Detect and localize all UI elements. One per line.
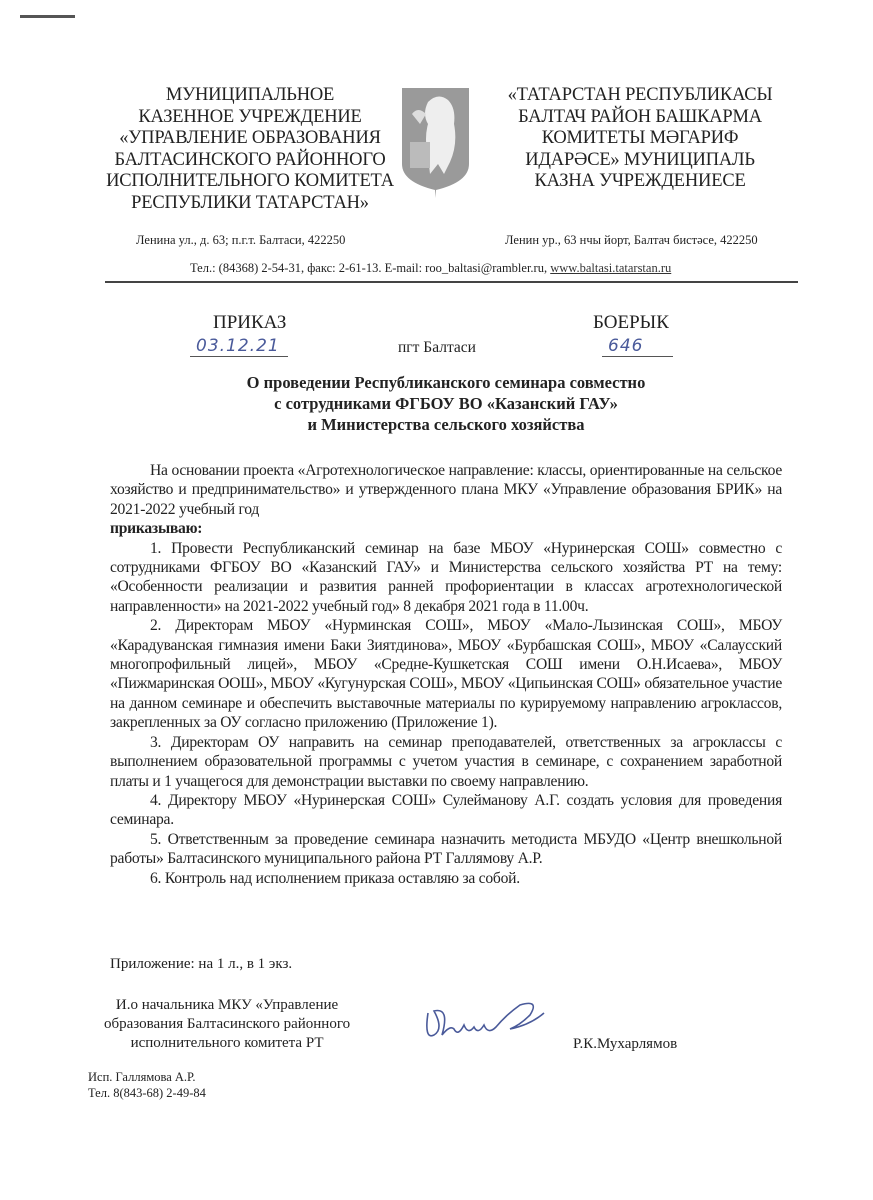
order-date: 03.12.21 <box>190 336 288 357</box>
order-word: приказываю: <box>110 520 203 538</box>
contacts-text: Тел.: (84368) 2-54-31, факс: 2-61-13. E-mail: roo_baltasi@rambler.ru, <box>190 261 548 275</box>
order-place: пгт Балтаси <box>398 339 476 356</box>
org-name-tt <box>480 85 800 193</box>
org-line: РЕСПУБЛИКИ ТАТАРСТАН» <box>131 192 369 213</box>
org-line: КАЗЕННОЕ УЧРЕЖДЕНИЕ <box>138 106 362 127</box>
order-item: 3. Директорам ОУ направить на семинар преподавателей, ответственных за агроклассы с выполнением образовательной программы с учетом участия в семинаре, с сохранением заработной платы и 1 учащегося для демонстрации выставки по своему направлению. <box>110 733 782 790</box>
signatory-name: Р.К.Мухарлямов <box>573 1036 678 1052</box>
org-line: КАЗНА УЧРЕЖДЕНИЕСЕ <box>534 171 746 191</box>
footer <box>88 1069 206 1101</box>
org-line: «ТАТАРСТАН РЕСПУБЛИКАСЫ <box>507 85 773 105</box>
contacts <box>190 261 671 276</box>
org-name-ru <box>105 85 395 214</box>
order-number: 646 <box>602 336 673 357</box>
executor: Исп. Галлямова А.Р. <box>88 1070 196 1084</box>
org-line: ИСПОЛНИТЕЛЬНОГО КОМИТЕТА <box>106 171 394 191</box>
order-item: 5. Ответственным за проведение семинара назначить методиста МБУДО «Центр внешкольной работы» Балтасинского муниципального района РТ Галлямову А.Р. <box>110 830 782 868</box>
document-body <box>110 461 782 888</box>
signatory-position <box>104 996 350 1053</box>
org-line: «УПРАВЛЕНИЕ ОБРАЗОВАНИЯ <box>119 128 381 148</box>
position-line: образования Балтасинского районного <box>104 1016 351 1032</box>
preamble: На основании проекта «Агротехнологическое направление: классы, ориентированные на сельское хозяйство и предпринимательство» и утвержденного плана МКУ «Управление образования БРИК» на 2021-2022 учебный год <box>110 462 782 518</box>
handwritten-signature <box>420 995 550 1055</box>
address-ru: Ленина ул., д. 63; п.г.т. Балтаси, 422250 <box>136 233 346 247</box>
org-line: БАЛТАСИНСКОГО РАЙОННОГО <box>114 149 386 170</box>
order-label-ru: ПРИКАЗ <box>213 312 287 333</box>
org-line: МУНИЦИПАЛЬНОЕ <box>165 85 335 105</box>
document-title <box>110 372 782 435</box>
order-item: 1. Провести Республиканский семинар на базе МБОУ «Нуринерская СОШ» совместно с сотрудниками ФГБОУ ВО «Казанский ГАУ» и Министерства сельского хозяйства РТ на тему: «Особенности реализации и развития ранней профориентации в классах агротехнологической направленности» на 2021-2022 учебный год» 8 декабря 2021 года в 11.00ч. <box>110 539 782 615</box>
coat-of-arms-icon <box>398 84 473 199</box>
scan-mark <box>20 15 75 18</box>
title-line: с сотрудниками ФГБОУ ВО «Казанский ГАУ» <box>274 394 618 413</box>
website-link[interactable]: www.baltasi.tatarstan.ru <box>550 261 672 275</box>
attachment-note: Приложение: на 1 л., в 1 экз. <box>110 956 293 972</box>
order-item: 4. Директору МБОУ «Нуринерская СОШ» Сулейманову А.Г. создать условия для проведения семинара. <box>110 791 782 829</box>
org-line: БАЛТАЧ РАЙОН БАШКАРМА <box>518 106 762 127</box>
title-line: и Министерства сельского хозяйства <box>307 415 585 434</box>
header-divider <box>105 281 798 283</box>
title-line: О проведении Республиканского семинара совместно <box>246 373 646 392</box>
order-item: 6. Контроль над исполнением приказа оставляю за собой. <box>150 869 520 887</box>
org-line: КОМИТЕТЫ МӘГАРИФ <box>541 128 739 148</box>
order-label-tt: БОЕРЫК <box>593 312 669 333</box>
address-tt: Ленин ур., 63 нчы йорт, Балтач бистәсе, 422250 <box>505 233 758 247</box>
position-line: И.о начальника МКУ «Управление <box>115 997 339 1013</box>
org-line: ИДАРӘСЕ» МУНИЦИПАЛЬ <box>525 149 755 170</box>
position-line: исполнительного комитета РТ <box>130 1035 324 1051</box>
order-item: 2. Директорам МБОУ «Нурминская СОШ», МБОУ «Мало-Лызинская СОШ», МБОУ «Карадуванская гимназия имени Баки Зиятдинова», МБОУ «Бурбашская СОШ», МБОУ «Салаусский многопрофильный лицей», МБОУ «Средне-Кушкетская СОШ имени О.Н.Исаева», МБОУ «Пижмаринская ООШ», МБОУ «Кугунурская СОШ», МБОУ «Ципьинская СОШ» обязательное участие на данном семинаре и обеспечить выставочные материалы по курируемому направлению агроклассов, закрепленных за ОУ согласно приложению (Приложение 1). <box>110 617 782 732</box>
executor-phone: Тел. 8(843-68) 2-49-84 <box>88 1086 206 1100</box>
